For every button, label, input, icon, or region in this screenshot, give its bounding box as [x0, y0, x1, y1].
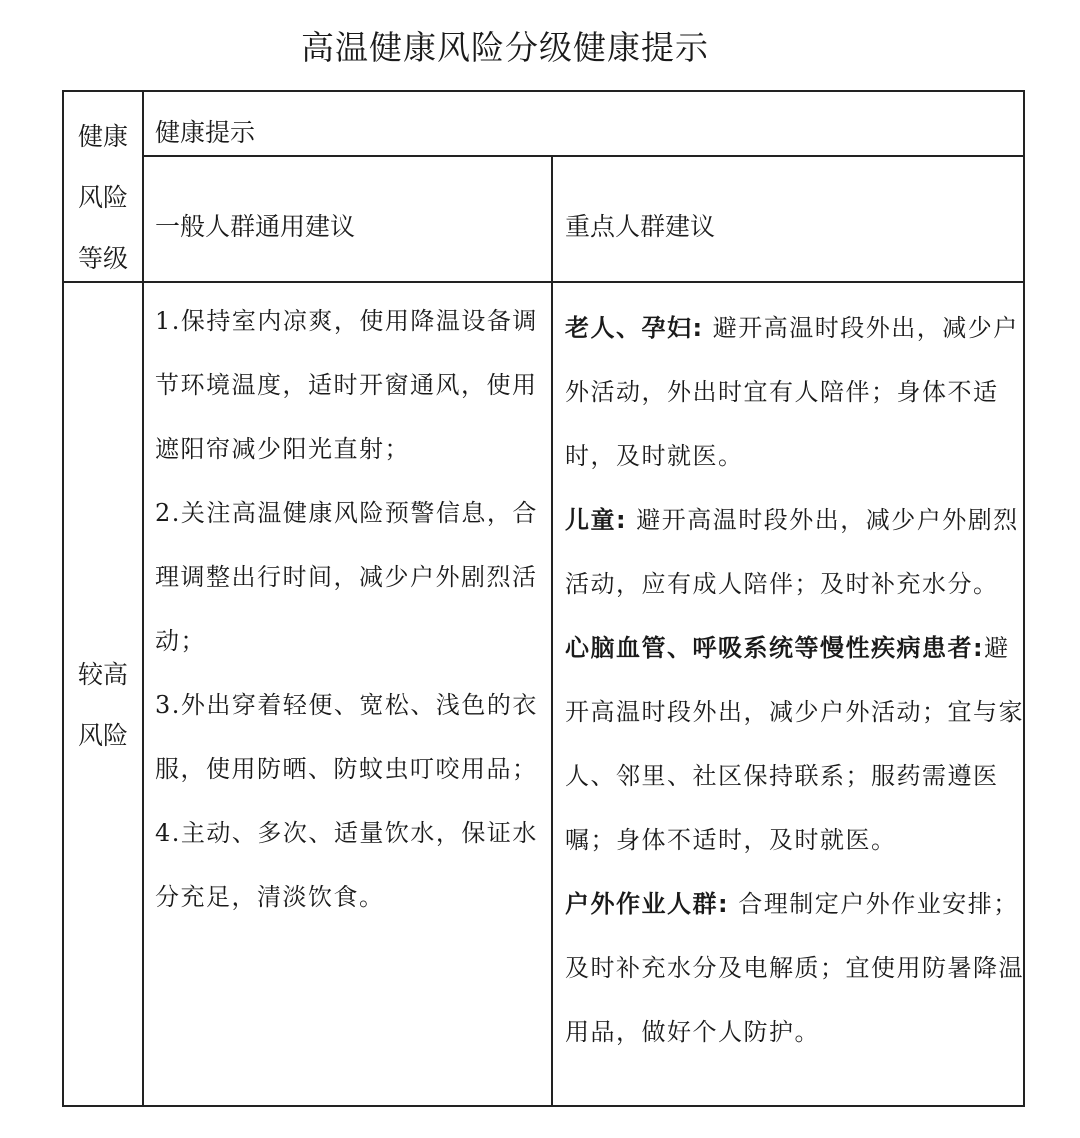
- population-group-name: 老人、孕妇:: [565, 314, 704, 342]
- column-divider-advice: [551, 155, 553, 1105]
- key-population-item: [565, 296, 1025, 488]
- row-divider-header: [64, 281, 1023, 283]
- population-group-name: 户外作业人群:: [565, 890, 730, 918]
- column-divider-risk: [142, 92, 144, 1105]
- risk-level-value: [64, 644, 142, 766]
- population-group-advice: 合理制定户外作业安排；及时补充水分及电解质；宜使用防暑降温用品，做好个人防护。: [565, 890, 1024, 1046]
- row-divider-tips-header: [144, 155, 1023, 157]
- health-tips-header: 健康提示: [155, 118, 256, 147]
- risk-header-line: 健康: [77, 122, 128, 151]
- key-population-header: 重点人群建议: [565, 212, 716, 241]
- population-group-advice: 避开高温时段外出，减少户外活动；宜与家人、邻里、社区保持联系；服药需遵医嘱；身体不适时，及时就医。: [565, 634, 1024, 854]
- key-population-item: [565, 616, 1025, 872]
- population-group-name: 心脑血管、呼吸系统等慢性疾病患者:: [565, 634, 985, 662]
- general-advice-item: 2.关注高温健康风险预警信息，合理调整出行时间，减少户外剧烈活动；: [155, 499, 538, 655]
- population-group-advice: 避开高温时段外出，减少户外剧烈活动，应有成人陪伴；及时补充水分。: [565, 506, 1019, 598]
- risk-header-line: 风险: [77, 183, 128, 212]
- population-group-advice: 避开高温时段外出，减少户外活动，外出时宜有人陪伴；身体不适时，及时就医。: [565, 314, 1019, 470]
- general-advice-list: [155, 289, 547, 929]
- risk-level-line: 风险: [77, 721, 128, 750]
- page-title: 高温健康风险分级健康提示: [301, 28, 709, 67]
- population-group-name: 儿童:: [565, 506, 628, 534]
- key-population-item: [565, 872, 1025, 1064]
- general-advice-item: 3.外出穿着轻便、宽松、浅色的衣服，使用防晒、防蚊虫叮咬用品；: [155, 691, 538, 783]
- key-population-item: [565, 488, 1025, 616]
- health-tips-table: [62, 90, 1025, 1107]
- general-advice-item: 4.主动、多次、适量饮水，保证水分充足，清淡饮食。: [155, 819, 538, 911]
- general-population-header: 一般人群通用建议: [155, 212, 356, 241]
- key-population-advice-list: [565, 296, 1025, 1064]
- risk-level-line: 较高: [77, 660, 128, 689]
- risk-header-line: 等级: [77, 244, 128, 273]
- general-advice-item: 1.保持室内凉爽，使用降温设备调节环境温度，适时开窗通风，使用遮阳帘减少阳光直射；: [155, 307, 538, 463]
- risk-level-header: [64, 106, 142, 289]
